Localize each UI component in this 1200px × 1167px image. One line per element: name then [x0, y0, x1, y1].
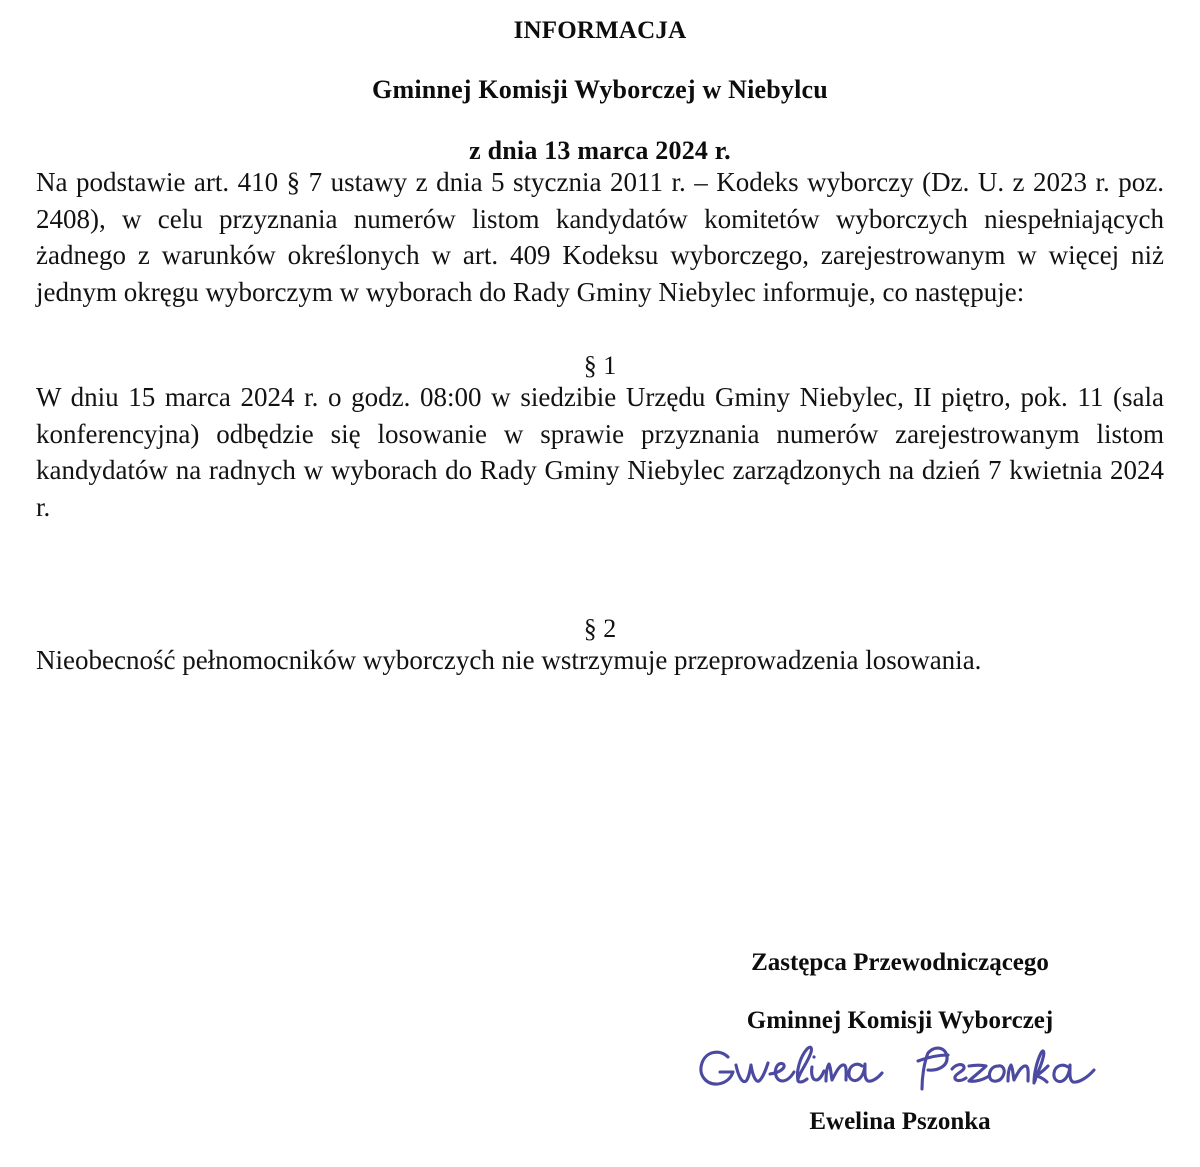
section-2-paragraph: Nieobecność pełnomocników wyborczych nie wstrzymuje przeprowadzenia losowania. — [36, 644, 982, 675]
signature-wrapper — [665, 950, 1135, 1134]
signature-block — [0, 950, 1200, 1134]
signatory-role-line-1: Zastępca Przewodniczącego — [751, 949, 1049, 976]
signatory-role-line-2: Gminnej Komisji Wyborczej — [746, 1007, 1054, 1034]
document-header — [30, 0, 1170, 164]
issuing-authority: Gminnej Komisji Wyborczej w Niebylcu — [372, 75, 828, 104]
signatory-printed-name: Ewelina Pszonka — [809, 1108, 991, 1135]
section-mark-1: § 1 — [583, 350, 617, 380]
section-1-paragraph: W dniu 15 marca 2024 r. o godz. 08:00 w siedzibie Urzędu Gminy Niebylec, II piętro, pok. 11 (sala konferencyjna) odbędzie się losowanie w sprawie przyznania numerów zarejestrowanym listom kandydatów na radnych w wyborach do Rady Gminy Niebylec zarządzonych na dzień 7 kwietnia 2024 r. — [36, 381, 1164, 523]
document-body — [30, 164, 1170, 678]
section-mark-2: § 2 — [583, 613, 617, 643]
document-title: INFORMACJA — [513, 17, 687, 44]
intro-paragraph: Na podstawie art. 410 § 7 ustawy z dnia 5 stycznia 2011 r. – Kodeks wyborczy (Dz. U. z 2023 r. poz. 2408), w celu przyznania numerów listom kandydatów komitetów wyborczych niespełniających żadnego z warunków określonych w art. 409 Kodeksu wyborczego, zarejestrowanym w więcej niż jednym okręgu wyborczym w wyborach do Rady Gminy Niebylec informuje, co następuje: — [36, 167, 1164, 308]
document-date: z dnia 13 marca 2024 r. — [469, 136, 731, 165]
handwritten-signature — [690, 1039, 1110, 1107]
